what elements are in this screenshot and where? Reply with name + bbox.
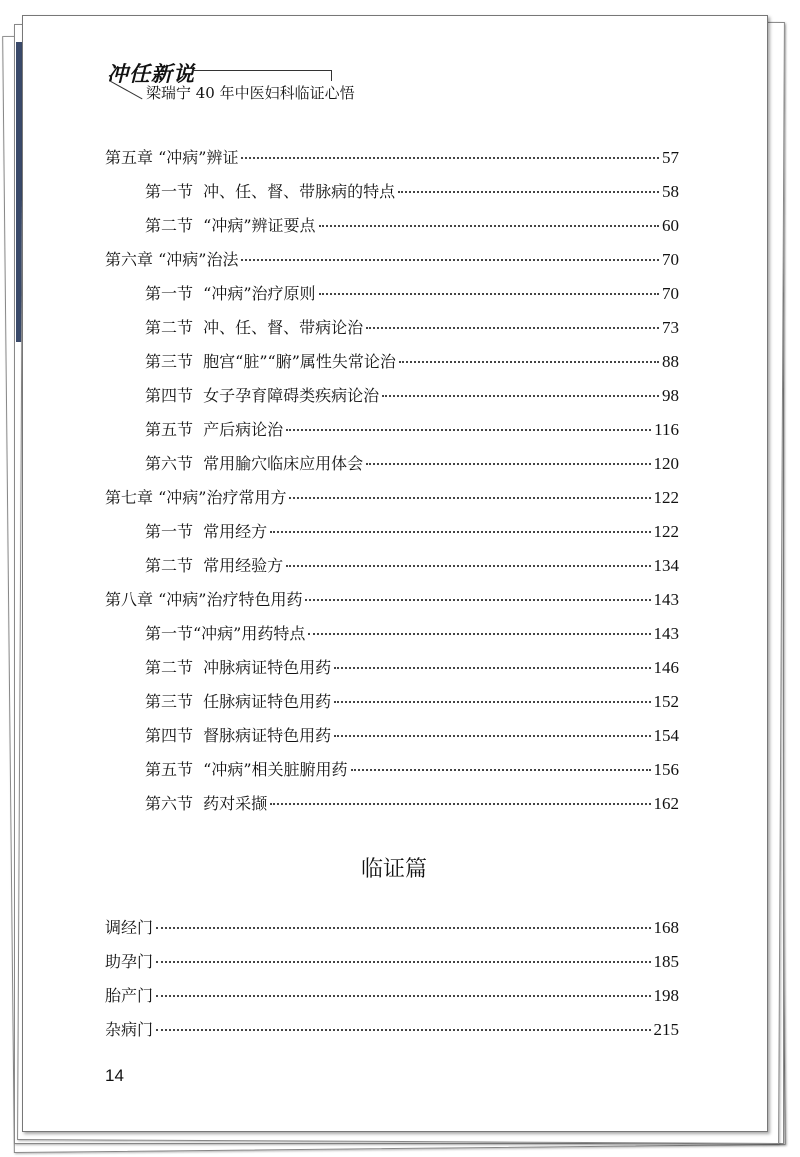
toc-entry-page: 146 [653, 658, 679, 677]
toc-entry[interactable] [145, 621, 679, 643]
toc-entry[interactable] [145, 349, 679, 371]
toc-entry-page: 156 [653, 760, 679, 779]
toc-entry[interactable] [105, 1017, 679, 1039]
toc-entry-label: 第二节 常用经验方 [145, 556, 284, 575]
toc-entry-label: 第一节 冲、任、督、带脉病的特点 [145, 182, 396, 201]
toc-entry-page: 60 [662, 216, 679, 235]
dot-leader [319, 293, 659, 295]
dot-leader [241, 157, 659, 159]
header-rule [331, 70, 332, 81]
toc-entry-page: 98 [662, 386, 679, 405]
dot-leader [156, 927, 650, 929]
toc-entry-page: 198 [653, 986, 679, 1005]
part-title: 临证篇 [360, 857, 427, 882]
toc-entry[interactable] [145, 315, 679, 337]
toc-entry-label: 第二节 “冲病”辨证要点 [145, 216, 316, 235]
toc-entry-page: 122 [653, 522, 679, 541]
toc-entry[interactable] [105, 587, 679, 609]
toc-entry-label: 第四节 女子孕育障碍类疾病论治 [145, 386, 380, 405]
toc-entry[interactable] [145, 451, 679, 473]
dot-leader [382, 395, 659, 397]
toc-entry-label: 第六节 药对采撷 [145, 794, 268, 813]
toc-entry-page: 58 [662, 182, 679, 201]
toc-entry-label: 第一节“冲病”用药特点 [145, 624, 306, 643]
toc-entry-page: 70 [662, 284, 679, 303]
dot-leader [334, 667, 650, 669]
dot-leader [305, 599, 650, 601]
toc-entry[interactable] [145, 213, 679, 235]
dot-leader [398, 191, 659, 193]
toc-entry[interactable] [105, 145, 679, 167]
toc-entry-page: 134 [653, 556, 679, 575]
toc-entry-label: 助孕门 [105, 952, 154, 971]
dot-leader [270, 803, 650, 805]
dot-leader [334, 735, 650, 737]
toc-entry-page: 168 [653, 918, 679, 937]
dot-leader [399, 361, 659, 363]
toc-entry-label: 第五节 “冲病”相关脏腑用药 [145, 760, 348, 779]
dot-leader [286, 565, 650, 567]
toc-entry-label: 第五节 产后病论治 [145, 420, 284, 439]
toc-entry[interactable] [105, 247, 679, 269]
toc-entry-page: 116 [654, 420, 679, 439]
page-number: 14 [105, 1066, 124, 1085]
toc-entry-page: 73 [662, 318, 679, 337]
toc-entry-label: 第六章 “冲病”治法 [105, 250, 239, 269]
toc-entry-page: 143 [653, 624, 679, 643]
toc-entry-page: 70 [662, 250, 679, 269]
running-header-title: 冲任新说 [107, 61, 195, 86]
toc-entry[interactable] [145, 553, 679, 575]
dot-leader [366, 463, 650, 465]
toc-entry[interactable] [145, 281, 679, 303]
dot-leader [156, 961, 650, 963]
toc-entry[interactable] [145, 519, 679, 541]
toc-entry-page: 57 [662, 148, 679, 167]
dot-leader [241, 259, 659, 261]
toc-entry-page: 143 [653, 590, 679, 609]
dot-leader [308, 633, 650, 635]
toc-entry[interactable] [145, 689, 679, 711]
toc-entry-page: 120 [653, 454, 679, 473]
toc-entry[interactable] [105, 915, 679, 937]
dot-leader [270, 531, 650, 533]
toc-entry[interactable] [145, 383, 679, 405]
toc-entry-label: 第五章 “冲病”辨证 [105, 148, 239, 167]
dot-leader [334, 701, 650, 703]
toc-entry-page: 185 [653, 952, 679, 971]
toc-entry-label: 第二节 冲脉病证特色用药 [145, 658, 332, 677]
toc-entry-label: 第三节 胞宫“脏”“腑”属性失常论治 [145, 352, 396, 371]
toc-entry-page: 122 [653, 488, 679, 507]
toc-entry-label: 调经门 [105, 918, 154, 937]
toc-entry-label: 第三节 任脉病证特色用药 [145, 692, 332, 711]
toc-entry[interactable] [145, 417, 679, 439]
dot-leader [286, 429, 651, 431]
toc-entry-label: 杂病门 [105, 1020, 154, 1039]
header-rule [192, 70, 331, 71]
toc-entry-page: 88 [662, 352, 679, 371]
toc-entry-label: 第七章 “冲病”治疗常用方 [105, 488, 287, 507]
toc-entry[interactable] [145, 791, 679, 813]
toc-entry-label: 第一节 “冲病”治疗原则 [145, 284, 316, 303]
toc-entry[interactable] [105, 949, 679, 971]
toc-entry[interactable] [145, 757, 679, 779]
toc-entry-label: 第二节 冲、任、督、带病论治 [145, 318, 364, 337]
dot-leader [156, 1029, 650, 1031]
toc-entry-page: 162 [653, 794, 679, 813]
toc-entry-label: 胎产门 [105, 986, 154, 1005]
dot-leader [156, 995, 650, 997]
toc-entry-label: 第八章 “冲病”治疗特色用药 [105, 590, 303, 609]
toc-entry-page: 154 [653, 726, 679, 745]
toc-entry-page: 215 [653, 1020, 679, 1039]
toc-entry[interactable] [105, 983, 679, 1005]
dot-leader [319, 225, 659, 227]
dot-leader [351, 769, 651, 771]
dot-leader [289, 497, 650, 499]
toc-entry-page: 152 [653, 692, 679, 711]
toc-entry-label: 第六节 常用腧穴临床应用体会 [145, 454, 364, 473]
toc-entry[interactable] [145, 655, 679, 677]
toc-entry-label: 第一节 常用经方 [145, 522, 268, 541]
toc-entry[interactable] [105, 485, 679, 507]
toc-entry-label: 第四节 督脉病证特色用药 [145, 726, 332, 745]
running-header-subtitle: 梁瑞宁 40 年中医妇科临证心悟 [146, 84, 355, 102]
toc-entry[interactable] [145, 179, 679, 201]
dot-leader [366, 327, 659, 329]
toc-entry[interactable] [145, 723, 679, 745]
